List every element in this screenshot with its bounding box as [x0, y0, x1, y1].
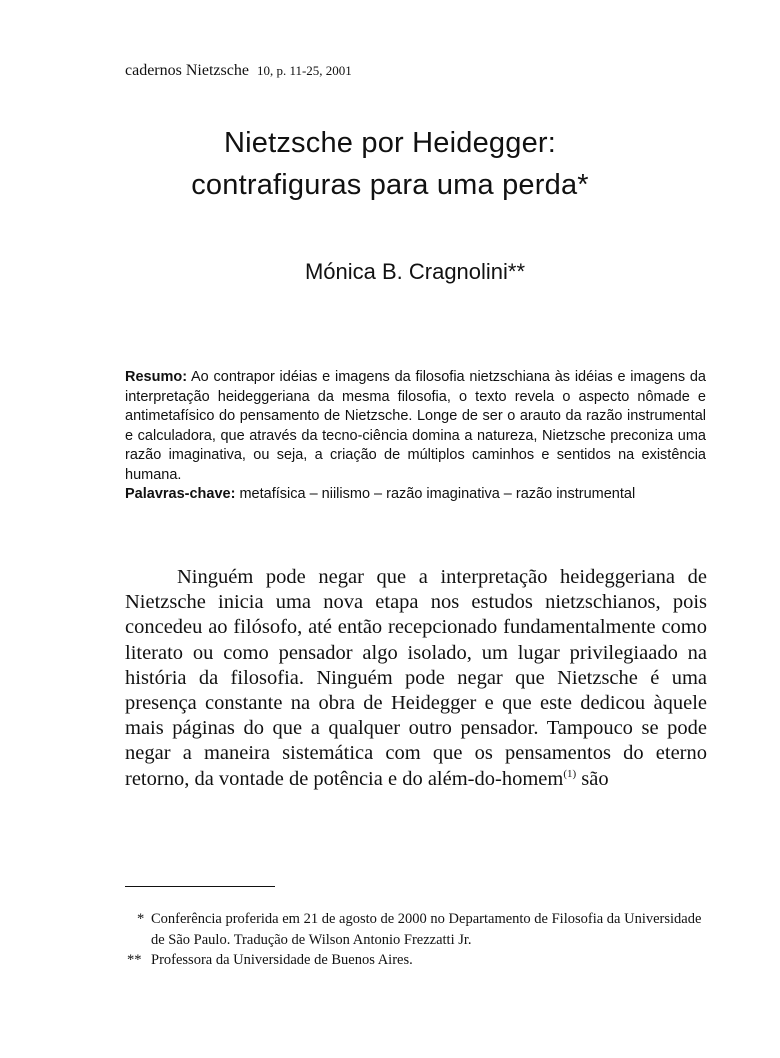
abstract-paragraph: [125, 368, 706, 485]
abstract-text: Ao contrapor idéias e imagens da filosofia nietzschiana às idéias e imagens da interpretação heideggeriana da mesma filosofia, o texto revela o aspecto nômade e antimetafísico do pensamento de Nietzsche. Longe de ser o arauto da razão instrumental e calculadora, que através da tecno-ciência domina a natureza, Nietzsche preconiza uma razão imaginativa, ou seja, a criação de múltiplos caminhos e sentidos na existência humana.: [125, 369, 706, 483]
title-line-1: Nietzsche por Heidegger:: [223, 127, 557, 159]
running-head: [125, 61, 352, 81]
title-line-2: contrafiguras para uma perda*: [191, 169, 589, 201]
body-paragraph: [125, 565, 707, 792]
footnote-2-text: Professora da Universidade de Buenos Aires.: [151, 952, 413, 968]
author-name: Mónica B. Cragnolini**: [304, 259, 526, 284]
abstract-label: Resumo:: [125, 369, 188, 385]
footnotes: [125, 909, 707, 971]
footnote-1-text: Conferência proferida em 21 de agosto de 2000 no Departamento de Filosofia da Universidade de São Paulo. Tradução de Wilson Antonio Frezzatti Jr.: [151, 911, 702, 948]
body-text: Ninguém pode negar que a interpretação heideggeriana de Nietzsche inicia uma nova etapa nos estudos nietzschianos, pois concedeu ao filósofo, até então recepcionado fundamentalmente como literato ou como pensador algo isolado, um lugar privilegiaado na história da filosofia. Ninguém pode negar que Nietzsche é uma presença constante na obra de Heidegger e que este dedicou àquele mais páginas do que a qualquer outro pensador. Tampouco se pode negar a maneira sistemática com que os pensamentos do eterno retorno, da vontade de potência e do além-do-homem: [125, 566, 707, 790]
footnote-2-mark: **: [127, 952, 142, 968]
issue-info: 10, p. 11-25, 2001: [256, 63, 352, 78]
footnote-1-mark: *: [137, 911, 145, 927]
keywords-paragraph: [125, 485, 706, 505]
footnote-reference: (1): [563, 767, 577, 780]
footnote-1: [125, 909, 707, 950]
footnote-separator: [125, 886, 275, 887]
body-tail: são: [581, 767, 609, 790]
keywords-label: Palavras-chave:: [125, 486, 236, 502]
abstract: [125, 368, 706, 505]
footnote-2: [125, 950, 707, 971]
journal-name: cadernos Nietzsche: [125, 62, 249, 79]
article-title: [0, 122, 780, 206]
keywords-text: metafísica – niilismo – razão imaginativa – razão instrumental: [239, 486, 636, 502]
